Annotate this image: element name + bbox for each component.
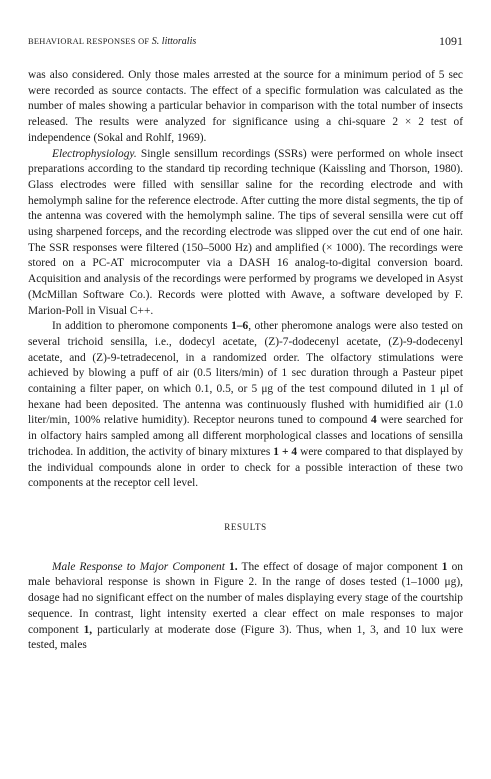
text-run: In addition to pheromone components xyxy=(52,320,232,333)
text-run: , other pheromone analogs were also tested on several trichoid sensilla, i.e., dodecyl acetate, (Z)-7-dodecenyl acetate, (Z)-9-dodecenyl acetate, and (Z)-9-tetradecenol, in a randomized order. The olfactory stimulations were achieved by blowing a puff of air (0.5 liters/min) of 1 sec duration through a Pasteur pipet containing a filter paper, on which 0.1, 0.5, or 5 μg of the test compound diluted in 1 μl of hexane had been deposited. The antenna was continuously flushed with humidified air (1.0 liter/min, 100% relative humidity). Receptor neurons tuned to compound xyxy=(28,320,463,427)
text-run: were compared to that displayed by the individual compounds alone in order to check for a possible interaction of these two components at the receptor cell level. xyxy=(28,445,464,490)
page-header xyxy=(28,36,463,52)
compound-ref: 1 xyxy=(441,560,448,573)
compound-ref: 1, xyxy=(83,623,93,636)
page-number: 1091 xyxy=(439,34,463,48)
paragraph-electrophysiology xyxy=(28,147,463,320)
compound-ref: 1–6 xyxy=(231,320,249,333)
section-heading: RESULTS xyxy=(224,521,267,532)
text-run: The effect of dosage of major component xyxy=(237,560,442,573)
running-head-species: S. littoralis xyxy=(151,36,197,47)
compound-ref: 1. xyxy=(229,560,238,573)
text-run: were searched for in olfactory hairs sampled among all different morphological classes and locations of sensilla trichodea. In addition, the activity of binary mixtures xyxy=(28,414,463,458)
compound-ref: 4 xyxy=(371,414,377,427)
running-head xyxy=(28,36,196,47)
text-run: particularly at moderate dose (Figure 3). Thus, when 1, 3, and 10 lux were tested, males xyxy=(28,623,463,652)
paragraph-pheromone-analogs xyxy=(28,319,463,492)
paragraph: was also considered. Only those males arrested at the source for a minimum period of 5 sec were recorded as source contacts. The effect of a specific formulation was calculated as the number of males showing a particular behavior in comparison with the total number of insects released. The results were analyzed for significance using a chi-square 2 × 2 test of independence (Sokal and Rohlf, 1969). xyxy=(28,69,463,144)
paragraph-lead: Electrophysiology. xyxy=(52,147,137,160)
running-head-prefix: BEHAVIORAL RESPONSES OF xyxy=(28,37,150,46)
body-text xyxy=(28,68,463,654)
paragraph-text: Single sensillum recordings (SSRs) were performed on whole insect preparations according to the standard tip recording technique (Kaissling and Thorson, 1980). Glass electrodes were filled with sensillar saline for the recording electrode and with hemolymph saline for the reference electrode. After cutting the more distal segments, the tip of the antenna was covered with the hemolymph saline. The tips of several sensilla were cut off using sharpened forceps, and the recording electrode was slipped over the cut end of one hair. The SSR responses were filtered (150–5000 Hz) and amplified (× 1000). The recordings were stored on a PC-AT microcomputer via a DASH 16 analog-to-digital conversion board. Acquisition and analysis of the recordings were performed by programs we developed in Asyst (McMillan Software Co.). Records were plotted with Awave, a software developed by F. Marion-Poll in Visual C++. xyxy=(28,147,463,317)
text-run: on male behavioral response is shown in Figure 2. In the range of doses tested (1–1000 μg), dosage had no significant effect on the number of males displaying every stage of the courtship sequence. In contrast, light intensity exerted a clear effect on male responses to major component xyxy=(28,560,463,636)
paragraph-male-response xyxy=(28,560,463,654)
compound-ref: 1 + 4 xyxy=(273,445,298,458)
paragraph-lead: Male Response to Major Component xyxy=(52,560,230,573)
